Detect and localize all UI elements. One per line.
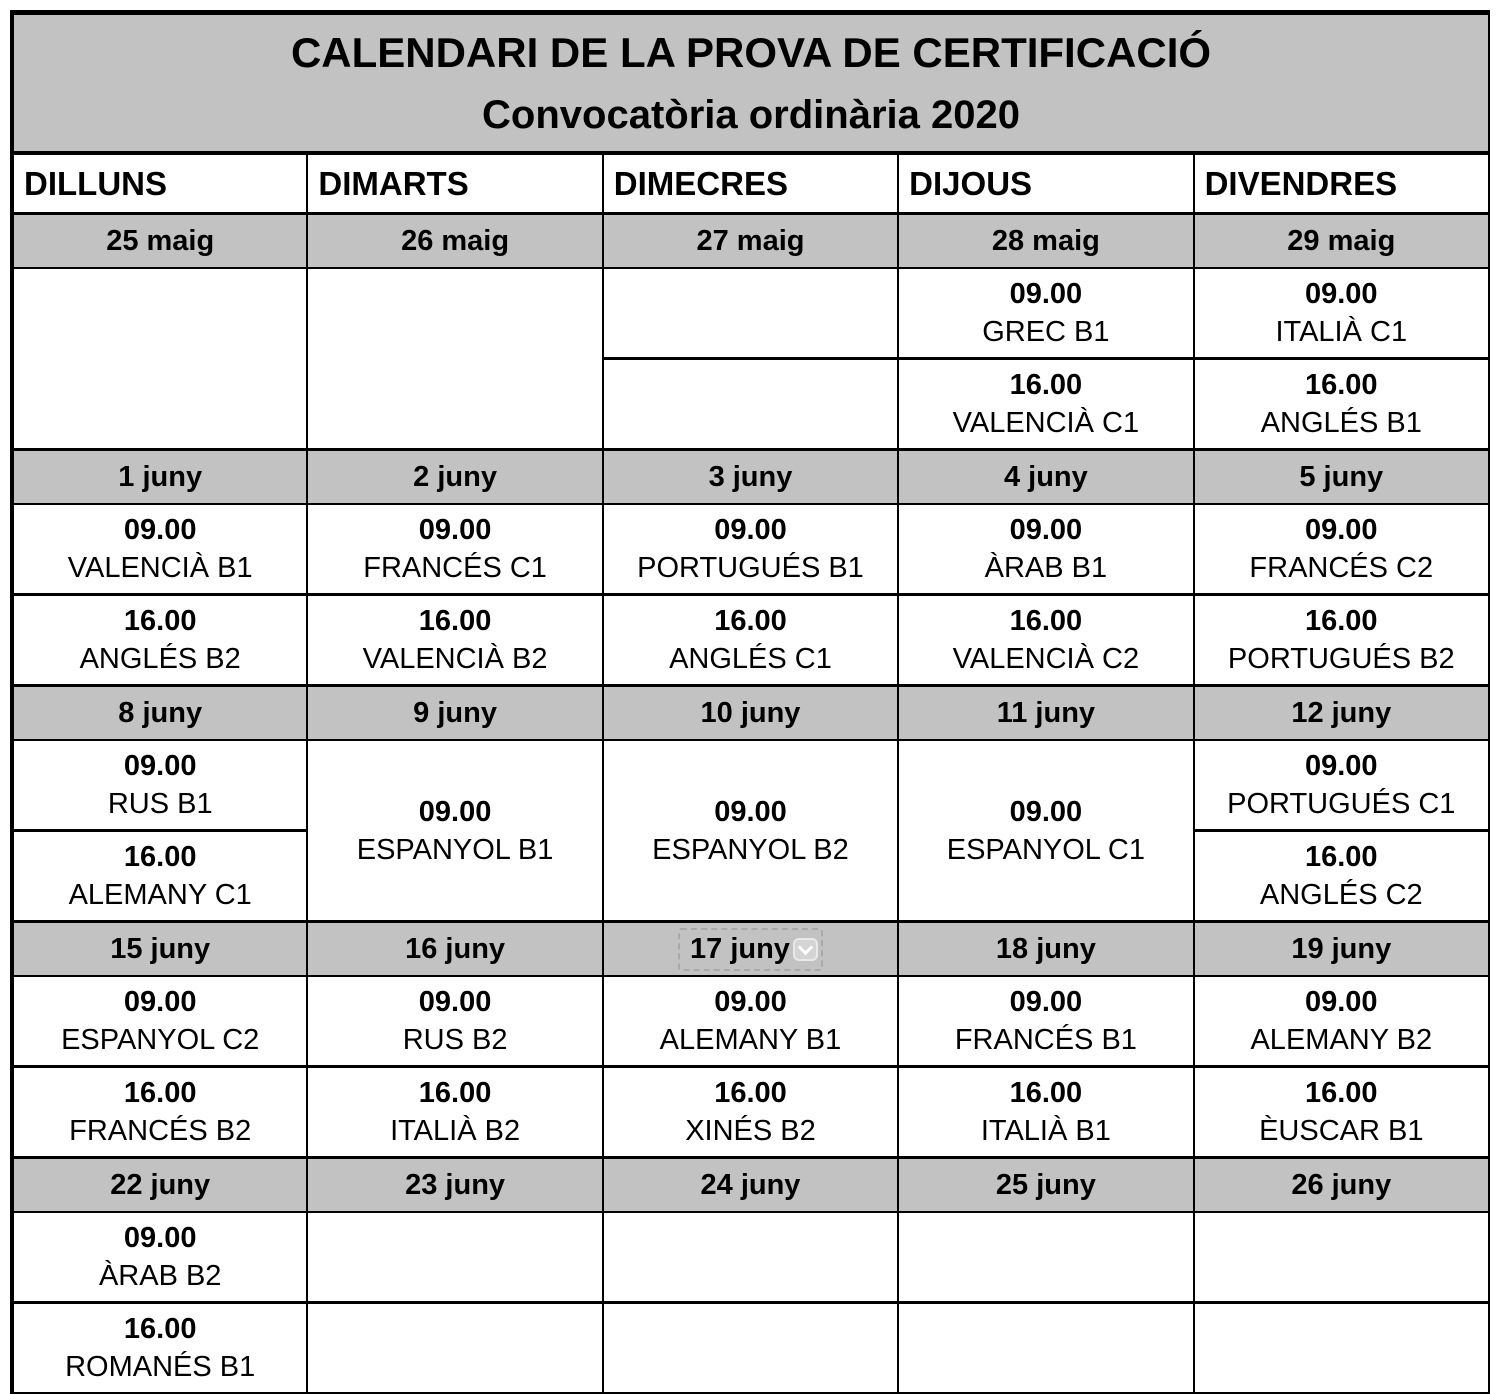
date-cell	[898, 1158, 1193, 1213]
exam-language: PORTUGUÉS B2	[1227, 643, 1455, 675]
exam-time: 16.00	[123, 1313, 197, 1345]
empty-cell	[898, 1212, 1193, 1303]
exam-time: 16.00	[1304, 369, 1378, 401]
date-label: 27 maig	[696, 224, 805, 257]
date-cell	[1194, 214, 1489, 269]
exam-language: ALEMANY C1	[68, 879, 252, 911]
exam-time: 16.00	[714, 605, 787, 637]
exam-cell	[898, 268, 1193, 359]
exam-time: 09.00	[123, 750, 197, 782]
date-label: 17 juny	[690, 932, 790, 965]
exam-language: VALENCIÀ C1	[952, 407, 1140, 439]
date-cell	[898, 214, 1193, 269]
date-cell	[307, 1158, 602, 1213]
date-label: 29 maig	[1287, 224, 1396, 257]
date-cell	[307, 450, 602, 505]
exam-time: 16.00	[123, 1077, 197, 1109]
week5-date-row	[12, 1158, 1489, 1213]
exam-cell	[1194, 976, 1489, 1067]
exam-language: ALEMANY B1	[659, 1024, 842, 1056]
exam-cell	[12, 1303, 307, 1394]
date-label: 25 juny	[995, 1168, 1096, 1201]
date-cell	[603, 450, 898, 505]
empty-cell	[1194, 1212, 1489, 1303]
exam-time: 09.00	[123, 1222, 197, 1254]
date-cell	[12, 450, 307, 505]
exam-time: 09.00	[123, 986, 197, 1018]
exam-time: 16.00	[418, 605, 492, 637]
title-band	[12, 13, 1489, 154]
day-header-dimecres: DIMECRES	[603, 153, 898, 214]
date-label: 26 maig	[401, 224, 510, 257]
empty-cell	[12, 268, 307, 450]
exam-time: 09.00	[1009, 795, 1083, 828]
date-cell	[307, 214, 602, 269]
exam-language: ROMANÉS B1	[65, 1351, 256, 1383]
exam-language: ALEMANY B2	[1250, 1024, 1433, 1056]
certification-calendar	[10, 10, 1490, 1394]
exam-cell	[1194, 831, 1489, 922]
empty-cell	[603, 268, 898, 359]
date-label: 16 juny	[405, 932, 506, 965]
exam-cell	[898, 504, 1193, 595]
exam-cell	[307, 595, 602, 686]
day-header-dilluns: DILLUNS	[12, 153, 307, 214]
exam-slot	[1195, 275, 1488, 351]
date-label: 26 juny	[1291, 1168, 1392, 1201]
exam-slot	[899, 366, 1192, 442]
exam-cell	[603, 595, 898, 686]
date-label: 19 juny	[1291, 932, 1392, 965]
date-label: 25 maig	[106, 224, 215, 257]
exam-cell	[1194, 268, 1489, 359]
exam-cell	[12, 504, 307, 595]
page-title: CALENDARI DE LA PROVA DE CERTIFICACIÓ	[290, 28, 1212, 76]
week2-date-row	[12, 450, 1489, 505]
exam-language: FRANCÉS B2	[69, 1115, 252, 1147]
exam-time: 16.00	[1009, 605, 1083, 637]
exam-language: ITALIÀ C1	[1275, 316, 1408, 348]
date-label: 8 juny	[118, 696, 203, 729]
date-cell	[898, 922, 1193, 977]
exam-time: 16.00	[1009, 369, 1083, 401]
day-header-dimarts: DIMARTS	[307, 153, 602, 214]
week1-date-row	[12, 214, 1489, 269]
chevron-down-icon[interactable]	[793, 938, 818, 961]
date-label: 18 juny	[995, 932, 1096, 965]
exam-language: ESPANYOL B2	[652, 833, 849, 866]
day-header-dijous: DIJOUS	[898, 153, 1193, 214]
page-subtitle: Convocatòria ordinària 2020	[482, 92, 1020, 137]
date-cell	[307, 686, 602, 741]
empty-cell	[1194, 1303, 1489, 1394]
week4-afternoon-row	[12, 1067, 1489, 1158]
date-label: 4 juny	[1003, 460, 1088, 493]
empty-cell	[603, 1212, 898, 1303]
exam-time: 09.00	[418, 795, 492, 828]
date-cell	[12, 214, 307, 269]
exam-language: ITALIÀ B2	[390, 1115, 521, 1147]
exam-slot	[899, 275, 1192, 351]
exam-time: 09.00	[1304, 750, 1378, 782]
exam-cell	[603, 976, 898, 1067]
exam-language: ÀRAB B1	[984, 552, 1108, 584]
exam-time: 16.00	[418, 1077, 492, 1109]
date-label: 5 juny	[1299, 460, 1384, 493]
exam-time: 09.00	[1009, 986, 1083, 1018]
exam-language: ÀRAB B2	[98, 1260, 222, 1292]
date-label: 15 juny	[110, 932, 211, 965]
exam-language: VALENCIÀ C2	[952, 643, 1140, 675]
date-label: 24 juny	[700, 1168, 801, 1201]
date-cell	[12, 686, 307, 741]
date-label: 1 juny	[118, 460, 203, 493]
empty-cell	[603, 359, 898, 450]
exam-language: RUS B1	[107, 788, 213, 820]
exam-time: 16.00	[123, 605, 197, 637]
exam-cell	[1194, 740, 1489, 831]
date-label: 11 juny	[996, 696, 1096, 729]
exam-time: 16.00	[1304, 841, 1378, 873]
exam-language: ITALIÀ B1	[980, 1115, 1111, 1147]
exam-slot	[1195, 366, 1488, 442]
exam-cell-merged	[898, 740, 1193, 922]
week2-afternoon-row	[12, 595, 1489, 686]
exam-language: ESPANYOL C1	[946, 833, 1145, 866]
exam-language: RUS B2	[402, 1024, 508, 1056]
exam-time: 09.00	[1304, 986, 1378, 1018]
exam-time: 09.00	[123, 514, 197, 546]
date-label: 2 juny	[413, 460, 497, 493]
week5-morning-row	[12, 1212, 1489, 1303]
week1-morning-row	[12, 268, 1489, 359]
date-cell	[603, 686, 898, 741]
date-label: 23 juny	[405, 1168, 506, 1201]
exam-cell-merged	[307, 740, 602, 922]
exam-language: ANGLÉS B1	[1260, 407, 1422, 439]
date-label: 9 juny	[413, 696, 497, 729]
exam-cell	[12, 1212, 307, 1303]
exam-cell	[12, 831, 307, 922]
date-cell	[12, 1158, 307, 1213]
exam-cell	[898, 1067, 1193, 1158]
exam-cell	[1194, 595, 1489, 686]
exam-language: XINÉS B2	[685, 1115, 816, 1147]
empty-cell	[307, 268, 602, 450]
exam-cell	[898, 976, 1193, 1067]
empty-cell	[898, 1303, 1193, 1394]
exam-cell	[1194, 359, 1489, 450]
exam-language: FRANCÉS C2	[1249, 552, 1434, 584]
exam-language: ESPANYOL B1	[356, 833, 554, 866]
date-label: 28 maig	[991, 224, 1100, 257]
week4-date-row	[12, 922, 1489, 977]
exam-language: PORTUGUÉS C1	[1227, 788, 1456, 820]
exam-cell	[603, 1067, 898, 1158]
exam-time: 09.00	[418, 986, 492, 1018]
exam-cell-merged	[603, 740, 898, 922]
exam-cell	[307, 1067, 602, 1158]
exam-language: ANGLÉS C2	[1259, 879, 1423, 911]
exam-time: 09.00	[714, 795, 787, 828]
exam-language: VALENCIÀ B2	[362, 643, 548, 675]
exam-language: ÈUSCAR B1	[1259, 1115, 1424, 1147]
exam-time: 16.00	[1304, 1077, 1378, 1109]
exam-time: 09.00	[1009, 514, 1083, 546]
exam-language: ESPANYOL C2	[61, 1024, 260, 1056]
exam-time: 09.00	[1009, 278, 1083, 310]
date-cell	[1194, 686, 1489, 741]
title-row	[12, 13, 1489, 154]
exam-time: 09.00	[714, 514, 787, 546]
day-header-divendres: DIVENDRES	[1194, 153, 1489, 214]
exam-language: FRANCÉS B1	[954, 1024, 1137, 1056]
exam-time: 16.00	[1304, 605, 1378, 637]
exam-time: 16.00	[123, 841, 197, 873]
exam-cell	[898, 359, 1193, 450]
exam-time: 09.00	[1304, 278, 1378, 310]
exam-language: ANGLÉS C1	[669, 643, 832, 675]
exam-time: 16.00	[1009, 1077, 1083, 1109]
exam-cell	[12, 595, 307, 686]
exam-time: 09.00	[1304, 514, 1378, 546]
week4-morning-row	[12, 976, 1489, 1067]
exam-cell	[12, 740, 307, 831]
calendar-table	[10, 10, 1490, 1394]
exam-time: 16.00	[714, 1077, 787, 1109]
exam-cell	[1194, 504, 1489, 595]
exam-cell	[307, 504, 602, 595]
exam-cell	[12, 1067, 307, 1158]
empty-cell	[603, 1303, 898, 1394]
exam-language: FRANCÉS C1	[363, 552, 547, 584]
week2-morning-row	[12, 504, 1489, 595]
week3-date-row	[12, 686, 1489, 741]
date-cell	[603, 1158, 898, 1213]
date-cell	[603, 922, 898, 977]
exam-cell	[603, 504, 898, 595]
date-cell	[1194, 450, 1489, 505]
date-content-control[interactable]	[678, 928, 823, 971]
exam-time: 09.00	[714, 986, 787, 1018]
day-header-row	[12, 153, 1489, 214]
exam-language: ANGLÉS B2	[79, 643, 241, 675]
exam-language: VALENCIÀ B1	[67, 552, 253, 584]
date-cell	[12, 922, 307, 977]
date-label: 3 juny	[708, 460, 793, 493]
exam-cell	[898, 595, 1193, 686]
empty-cell	[307, 1303, 602, 1394]
week5-afternoon-row	[12, 1303, 1489, 1394]
date-cell	[898, 686, 1193, 741]
week3-morning-row	[12, 740, 1489, 831]
exam-cell	[12, 976, 307, 1067]
exam-time: 09.00	[418, 514, 492, 546]
empty-cell	[307, 1212, 602, 1303]
date-cell	[898, 450, 1193, 505]
date-cell	[307, 922, 602, 977]
date-cell	[1194, 1158, 1489, 1213]
date-cell	[603, 214, 898, 269]
exam-cell	[307, 976, 602, 1067]
exam-language: PORTUGUÉS B1	[637, 552, 864, 584]
date-label: 10 juny	[700, 696, 801, 729]
date-label: 22 juny	[110, 1168, 211, 1201]
date-label: 12 juny	[1291, 696, 1392, 729]
date-cell	[1194, 922, 1489, 977]
exam-language: GREC B1	[982, 316, 1110, 348]
exam-cell	[1194, 1067, 1489, 1158]
